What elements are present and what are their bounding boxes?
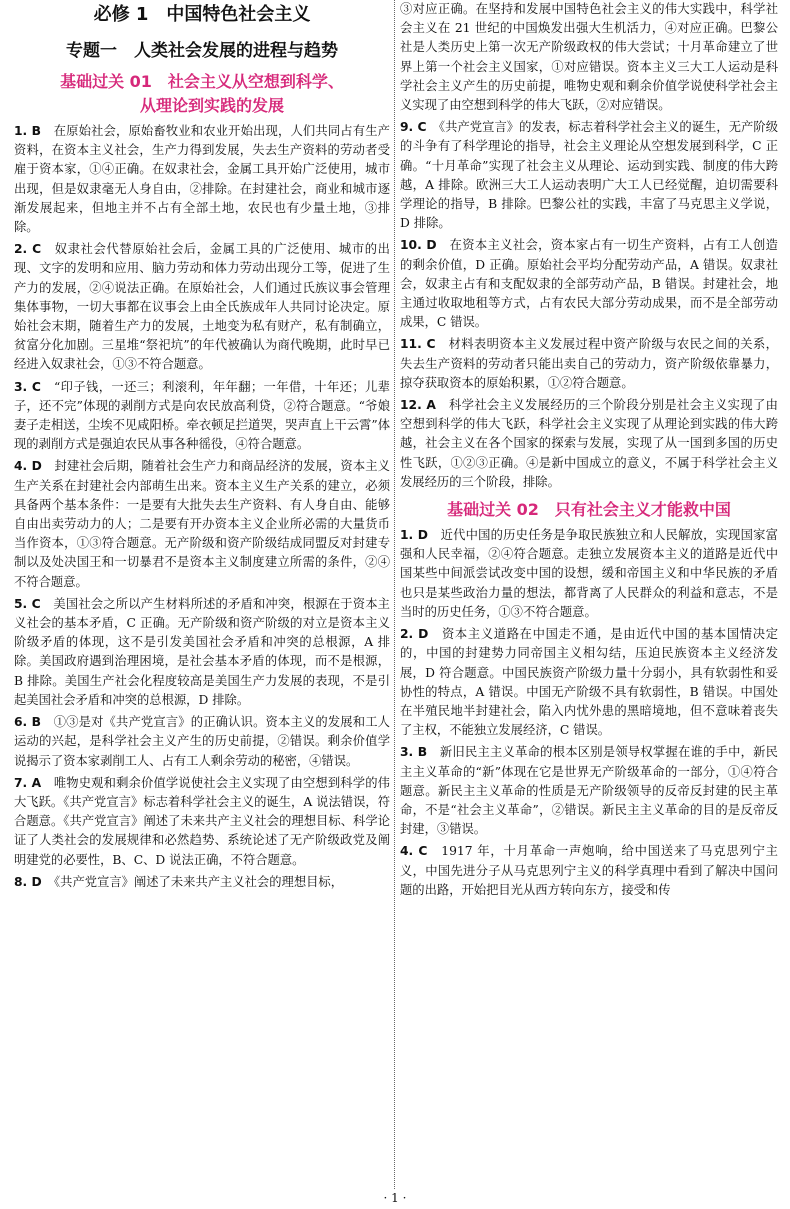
answer-explanation: ①③是对《共产党宣言》的正确认识。资本主义的发展和工人运动的兴起，是科学社会主义产生的历史前提，②错误。剩余价值学说揭示了资本家剥削工人、占有工人剩余劳动的秘密，④错误。 xyxy=(14,715,390,768)
answer-number: 10. D xyxy=(400,238,437,253)
answer-number: 6. B xyxy=(14,715,42,730)
answer-explanation: 唯物史观和剩余价值学说使社会主义实现了由空想到科学的伟大飞跃。《共产党宣言》标志着科学社会主义的诞生，A 说法错误，符合题意。《共产党宣言》阐述了未来共产主义社会的理想目标、科学论证了人类社会的发展规律和必然趋势、系统论述了无产阶级政党及阐明建党的必要性，B、C、D 说法正确，不符合题意。 xyxy=(14,775,390,867)
answer-explanation: 《共产党宣言》阐述了未来共产主义社会的理想目标， xyxy=(54,874,344,889)
left-column xyxy=(14,0,390,1189)
answer-number: 3. C xyxy=(14,379,41,394)
page-number: · 1 · xyxy=(383,1191,407,1205)
answer-item xyxy=(400,118,778,233)
answer-number: 12. A xyxy=(400,398,436,413)
answer-item xyxy=(14,873,390,892)
answer-number: 11. C xyxy=(400,337,436,352)
right-answer-list-section2 xyxy=(400,526,778,900)
answer-number: 8. D xyxy=(14,874,42,889)
answer-item xyxy=(400,236,778,332)
right-column xyxy=(400,0,778,1189)
answer-number: 2. C xyxy=(14,242,42,257)
answer-explanation: 新旧民主主义革命的根本区别是领导权掌握在谁的手中，新民主主义革命的“新”体现在它是世界无产阶级革命的一部分，①④符合题意。新民主主义革命的性质是无产阶级领导的反帝反封建的民主革命，不是“社会主义革命”，②错误。新民主主义革命的目的是反帝反封建，③错误。 xyxy=(400,745,778,837)
answer-explanation: 美国社会之所以产生材料所述的矛盾和冲突，根源在于资本主义社会的基本矛盾，C 正确。无产阶级和资产阶级的对立是资本主义阶级矛盾的体现，这不是引发美国社会矛盾和冲突的总根源，A 排除。美国政府遇到治理困境，是社会基本矛盾的体现，而不是根源，B 排除。美国生产社会化程度较高是美国生产力发展的表现，不是引起美国社会矛盾和冲突的总根源，D 排除。 xyxy=(14,596,390,707)
section1-title-line1: 基础过关 01 社会主义从空想到科学、 xyxy=(60,72,344,91)
answer-item xyxy=(14,240,390,374)
right-answer-list-section1 xyxy=(400,0,778,492)
answer-item xyxy=(14,774,390,870)
answer-explanation: 科学社会主义发展经历的三个阶段分别是社会主义实现了由空想到科学的伟大飞跃，科学社会主义实现了从理论到实践的伟大跨越，社会主义在各个国家的探索与发展，实现了从一国到多国的历史性飞跃，①②③正确。④是新中国成立的意义，不属于科学社会主义发展经历的三个阶段，排除。 xyxy=(400,398,778,489)
answer-explanation: 在原始社会，原始畜牧业和农业开始出现，人们共同占有生产资料，在资本主义社会，生产力得到发展，失去生产资料的劳动者受雇于资本家，①④正确。在奴隶社会，金属工具开始广泛使用，城市出现，但是奴隶毫无人身自由，②排除。在封建社会，商业和城市逐渐发展起来，但地主并不占有全部土地，农民也有少量土地，③排除。 xyxy=(14,124,390,235)
answer-item xyxy=(400,625,778,740)
answer-number: 4. D xyxy=(14,459,42,474)
answer-number: 1. B xyxy=(14,124,42,138)
answer-number: 4. C xyxy=(400,844,428,859)
answer-item xyxy=(14,378,390,455)
answer-number: 5. C xyxy=(14,596,41,611)
answer-explanation: 《共产党宣言》的发表，标志着科学社会主义的诞生，无产阶级的斗争有了科学理论的指导，社会主义理论从空想发展到科学，C 正确。“十月革命”实现了社会主义从理论、运动到实践、制度的伟大跨越，A 排除。欧洲三大工人运动表明广大工人已经觉醒，迫切需要科学理论的指导，B 排除。巴黎公社的实践，丰富了马克思主义学说，D 排除。 xyxy=(400,120,778,231)
section2-title: 基础过关 02 只有社会主义才能救中国 xyxy=(447,500,731,520)
answer-explanation: 1917 年，十月革命一声炮响，给中国送来了马克思列宁主义，中国先进分子从马克思列宁主义的科学真理中看到了解决中国问题的出路，开始把目光从西方转向东方，接受和传 xyxy=(400,844,778,897)
answer-number: 1. D xyxy=(400,528,428,543)
answer-number: 3. B xyxy=(400,745,428,760)
section1-title-line2: 从理论到实践的发展 xyxy=(139,96,284,115)
answer-number: 7. A xyxy=(14,775,42,790)
answer-explanation: 奴隶社会代替原始社会后，金属工具的广泛使用、城市的出现、文字的发明和应用、脑力劳动和体力劳动出现分工等，促进了生产力的发展，②④说法正确。在原始社会，人们通过氏族议事会管理集体事物，一切大事都在议事会上由全氏族成年人共同讨论决定。原始社会末期，随着生产力的发展，土地变为私有财产，私有制确立，贫富分化加剧。三星堆“祭祀坑”的年代被确认为商代晚期，此时早已经进入奴隶社会，①③不符合题意。 xyxy=(14,242,390,372)
answer-number: 2. D xyxy=(400,627,429,642)
answer-explanation: 在资本主义社会，资本家占有一切生产资料，占有工人创造的剩余价值，D 正确。原始社会平均分配劳动产品，A 错误。奴隶社会，奴隶主占有和支配奴隶的全部劳动产品，B 错误。封建社会，地主通过收取地租等方式，占有农民大部分劳动成果，而不是全部劳动成果，C 错误。 xyxy=(400,238,778,330)
answer-explanation: 近代中国的历史任务是争取民族独立和人民解放，实现国家富强和人民幸福，②④符合题意。走独立发展资本主义的道路是近代中国某些中间派尝试改变中国的设想，缓和帝国主义和中华民族的矛盾也只是某些政治力量的想法，都背离了人民群众的利益和意志，不是当时的历史任务，①③不符合题意。 xyxy=(400,528,778,619)
answer-explanation: “印子钱，一还三；利滚利，年年翻；一年借，十年还；儿辈子，还不完”体现的剥削方式是向农民放高利贷，②符合题意。“爷娘妻子走相送，尘埃不见咸阳桥。牵衣顿足拦道哭，哭声直上干云霄”体现的剥削方式是强迫农民从事各种徭役，④符合题意。 xyxy=(14,379,390,452)
answer-item xyxy=(400,743,778,839)
answer-item xyxy=(14,122,390,237)
answer-explanation: 材料表明资本主义发展过程中资产阶级与农民之间的关系，失去生产资料的劳动者只能出卖自己的劳动力，资产阶级依靠暴力，掠夺获取资本的原始积累，①②符合题意。 xyxy=(400,337,778,390)
answer-explanation: 资本主义道路在中国走不通，是由近代中国的基本国情决定的，中国的封建势力同帝国主义相勾结，压迫民族资本主义经济发展，D 符合题意。中国民族资产阶级力量十分弱小，具有软弱性和妥协性的特点，A 错误。中国无产阶级不具有软弱性，B 错误。中国处在半殖民地半封建社会，陷入内忧外患的黑暗境地，但不意味着丧失了主权，不能独立发展经济，C 错误。 xyxy=(400,627,778,738)
answer-explanation: ③对应正确。在坚持和发展中国特色社会主义的伟大实践中，科学社会主义在 21 世纪的中国焕发出强大生机活力，④对应正确。巴黎公社是人类历史上第一次无产阶级政权的伟大尝试；十月革命建立了世界上第一个社会主义国家，①对应错误。资本主义三大工人运动是科学社会主义产生的历史前提，唯物史观和剩余价值学说使科学社会主义实现了由空想到科学的伟大飞跃，②对应错误。 xyxy=(400,2,778,113)
answer-item xyxy=(400,526,778,622)
answer-item xyxy=(400,842,778,900)
answer-item xyxy=(14,713,390,771)
answer-item xyxy=(400,0,778,115)
topic-title: 专题一 人类社会发展的进程与趋势 xyxy=(66,41,338,61)
answer-item xyxy=(14,457,390,591)
answer-item xyxy=(400,335,778,393)
answer-number: 9. C xyxy=(400,120,427,135)
left-answer-list xyxy=(14,122,390,892)
answer-item xyxy=(400,396,778,492)
book-title: 必修 1 中国特色社会主义 xyxy=(93,4,311,25)
answer-item xyxy=(14,595,390,710)
section1-heading xyxy=(14,70,390,118)
column-divider xyxy=(394,0,395,1189)
answer-explanation: 封建社会后期，随着社会生产力和商品经济的发展，资本主义生产关系在封建社会内部萌生出来。资本主义生产关系的建立，必须具备两个基本条件：一是要有大批失去生产资料、有人身自由、能够自由出卖劳动力的人；二是要有开办资本主义企业所必需的大量货币当作资本，①③符合题意。无产阶级和资产阶级结成同盟反对封建专制以及处决国王和一切暴君不是资本主义制度建立所需的条件，②④不符合题意。 xyxy=(14,459,390,589)
